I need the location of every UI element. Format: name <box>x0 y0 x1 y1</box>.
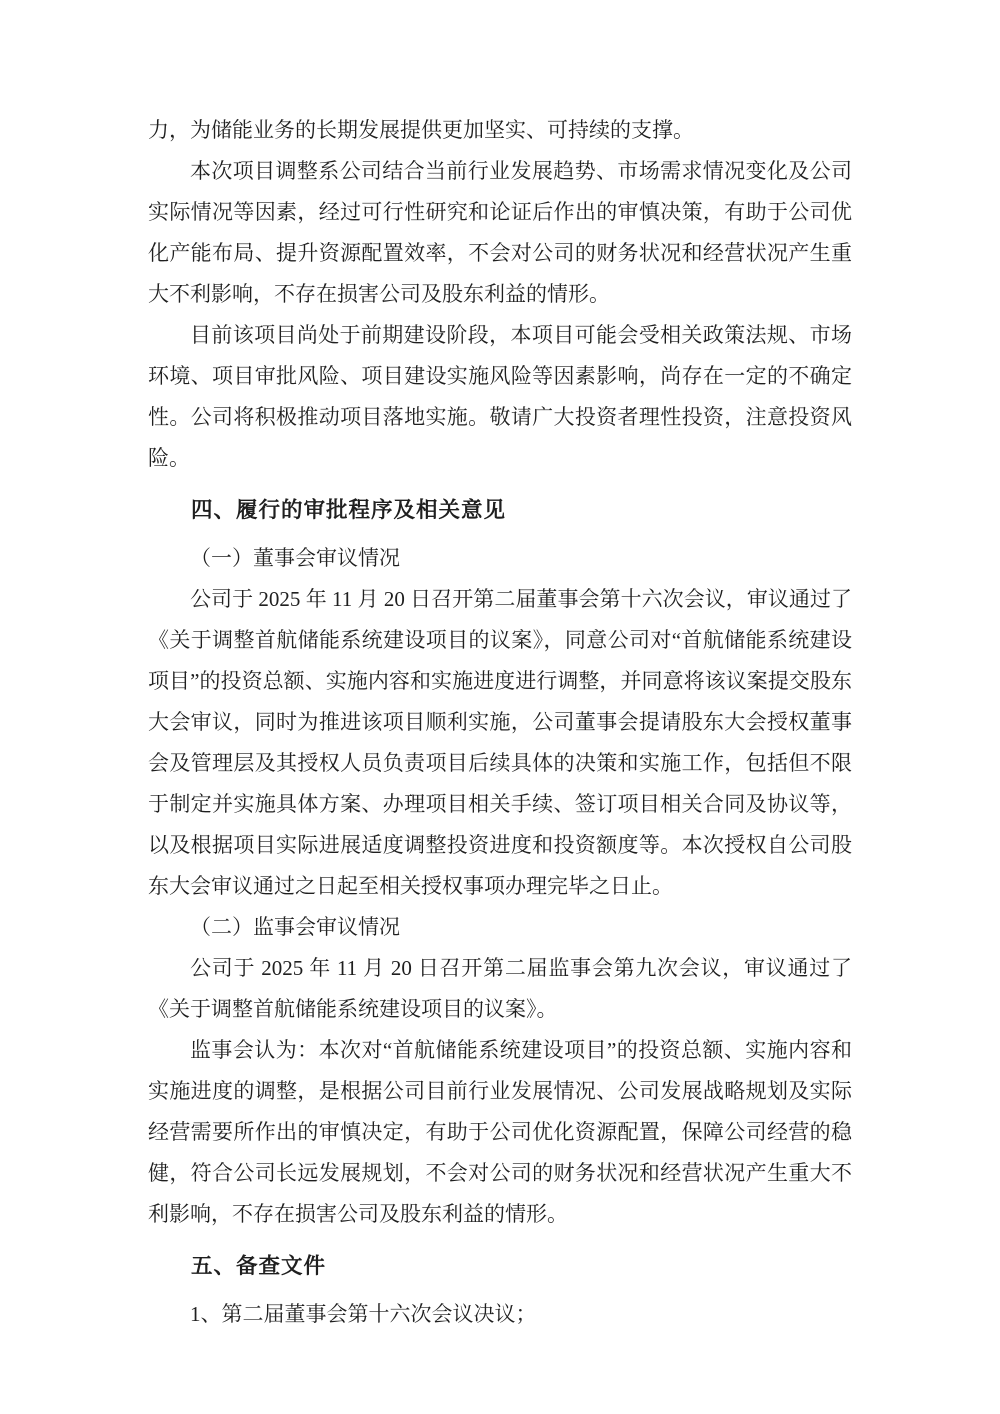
subheading-supervisory-review: （二）监事会审议情况 <box>190 915 400 939</box>
paragraph-supervisory-opinion: 监事会认为：本次对“首航储能系统建设项目”的投资总额、实施内容和实施进度的调整，是根据公司目前行业发展情况、公司发展战略规划及实际经营需要所作出的审慎决定，有助于公司优化资源配置，保障公司经营的稳健，符合公司长远发展规划，不会对公司的财务状况和经营状况产生重大不利影响，不存在损害公司及股东利益的情形。 <box>148 1038 852 1226</box>
paragraph-supervisory-resolution: 公司于 2025 年 11 月 20 日召开第二届监事会第九次会议，审议通过了《关于调整首航储能系统建设项目的议案》。 <box>148 956 852 1021</box>
paragraph-reference-document-1: 1、第二届董事会第十六次会议决议； <box>190 1302 537 1326</box>
paragraph-risk-notice: 目前该项目尚处于前期建设阶段，本项目可能会受相关政策法规、市场环境、项目审批风险、项目建设实施风险等因素影响，尚存在一定的不确定性。公司将积极推动项目落地实施。敬请广大投资者理性投资，注意投资风险。 <box>148 323 852 470</box>
subheading-board-review: （一）董事会审议情况 <box>190 546 400 570</box>
paragraph-board-resolution: 公司于 2025 年 11 月 20 日召开第二届董事会第十六次会议，审议通过了《关于调整首航储能系统建设项目的议案》，同意公司对“首航储能系统建设项目”的投资总额、实施内容和实施进度进行调整，并同意将该议案提交股东大会审议，同时为推进该项目顺利实施，公司董事会提请股东大会授权董事会及管理层及其授权人员负责项目后续具体的决策和实施工作，包括但不限于制定并实施具体方案、办理项目相关手续、签订项目相关合同及协议等，以及根据项目实际进展适度调整投资进度和投资额度等。本次授权自公司股东大会审议通过之日起至相关授权事项办理完毕之日止。 <box>148 587 852 898</box>
section-heading-approval-procedures: 四、履行的审批程序及相关意见 <box>191 498 507 522</box>
document-content <box>148 110 852 1335</box>
paragraph-adjustment-rationale: 本次项目调整系公司结合当前行业发展趋势、市场需求情况变化及公司实际情况等因素，经过可行性研究和论证后作出的审慎决策，有助于公司优化产能布局、提升资源配置效率，不会对公司的财务状况和经营状况产生重大不利影响，不存在损害公司及股东利益的情形。 <box>148 159 852 306</box>
paragraph-continuation: 力，为储能业务的长期发展提供更加坚实、可持续的支撑。 <box>148 118 694 142</box>
section-heading-reference-documents: 五、备查文件 <box>191 1254 327 1278</box>
